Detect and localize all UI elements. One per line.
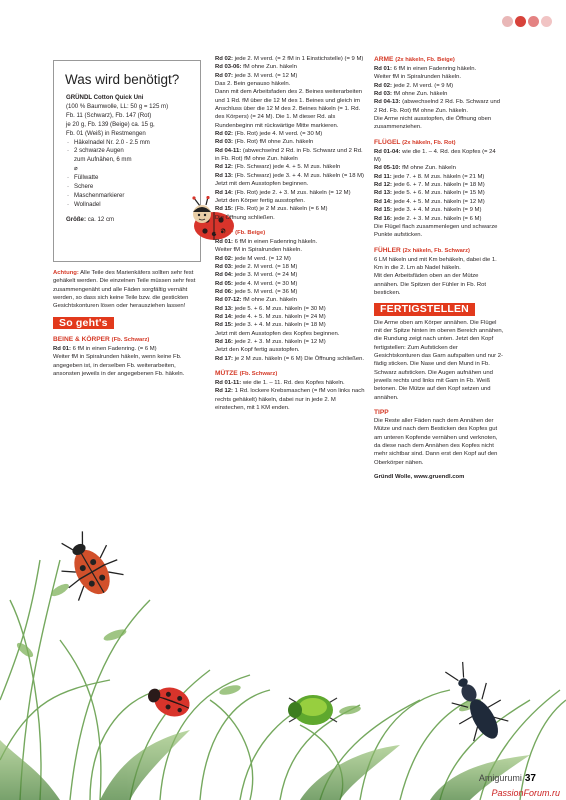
round-text: (abwechselnd 2 Rd. Fb. Schwarz und 2 Rd. Fb. Rot) fM ohne Zun. häkeln.: [374, 99, 501, 114]
round-label: Rd 12:: [215, 388, 234, 395]
materials-title: Was wird benötigt?: [65, 72, 180, 87]
round-text: je 2 M zus. häkeln (= 6 M) Die Öffnung schließen.: [234, 355, 365, 362]
heading-sub: (2x häkeln, Fb. Beige): [395, 57, 455, 63]
round-line: [215, 172, 365, 180]
green-beetle-illustration: [288, 695, 337, 725]
round-label: Rd 15:: [215, 206, 234, 213]
heading-sub: (Fb. Beige): [235, 229, 266, 236]
round-label: Rd 03:: [215, 139, 234, 146]
round-line: [215, 387, 365, 412]
round-line: [215, 338, 365, 346]
round-label: Rd 05:: [215, 280, 234, 287]
round-line: [215, 321, 365, 329]
round-label: Rd 14:: [215, 189, 234, 196]
page-footer: [479, 773, 536, 784]
round-label: Rd 01:: [53, 346, 72, 353]
round-label: Rd 02:: [215, 131, 234, 138]
round-text: 6 fM in einen Fadenring häkeln.: [234, 238, 318, 245]
round-label: Rd 16:: [374, 215, 393, 222]
size-label: Größe:: [66, 215, 86, 223]
round-text: jede 6. + 7. M zus. häkeln (= 18 M): [393, 182, 485, 189]
round-line: [215, 355, 365, 363]
round-label: Rd 13:: [215, 172, 234, 179]
round-line: [374, 181, 504, 189]
magazine-name: Amigurumi: [478, 773, 522, 783]
round-line: [374, 90, 504, 98]
round-label: Rd 03:: [215, 263, 234, 270]
heading-sub: (Fb. Schwarz): [111, 337, 150, 344]
round-line: [53, 345, 199, 353]
round-line: [215, 130, 365, 138]
round-text: jede 2. M verd. (= 2 fM in 1 Einstichstelle) (= 9 M): [234, 56, 364, 62]
round-text: jede 5. + 6. M zus. häkeln (= 30 M): [234, 305, 326, 312]
heading-sub: (Fb. Schwarz): [239, 371, 278, 378]
round-line: [215, 138, 365, 146]
round-text: jede 5. M verd. (= 36 M): [234, 288, 298, 295]
round-line: [215, 379, 365, 387]
tool-item: · Füllwatte: [66, 174, 201, 183]
heading-text: FÜHLER: [374, 246, 401, 254]
warning-label: Achtung:: [53, 270, 79, 276]
paragraph: Die Arme nicht ausstopfen, die Öffnung oben zusammenziehen.: [374, 116, 492, 131]
round-text: (Fb. Rot) jede 2. + 3. M zus. häkeln (= 12 M): [234, 189, 351, 196]
paragraph: Jetzt mit dem Ausstopfen beginnen.: [215, 181, 309, 188]
round-line: [374, 82, 504, 90]
round-line: [374, 198, 504, 206]
round-label: Rd 02:: [215, 56, 234, 62]
round-line: [374, 189, 504, 197]
round-text: 1 Rd. lockere Krebsmaschen (= fM von links nach rechts gehäkelt) häkeln, dabei nur in jede 2. M einstechen, mit 1 KM enden.: [215, 388, 365, 412]
round-label: Rd 05-10:: [374, 165, 401, 172]
tool-item: · Häkelnadel Nr. 2.0 - 2.5 mm: [66, 139, 201, 148]
heading-text: FLÜGEL: [374, 138, 401, 146]
round-text: jede 3. + 4. M zus. häkeln (= 18 M): [234, 322, 326, 329]
round-line: [374, 164, 504, 172]
round-text: jede 3. + 4. M zus. häkeln (= 9 M): [393, 207, 482, 214]
black-beetle-illustration: [433, 655, 516, 750]
round-text: jede 4. M verd. (= 30 M): [234, 280, 298, 287]
round-line: [374, 65, 504, 73]
round-label: Rd 15:: [374, 207, 393, 214]
round-text: jede 2. M verd. (= 9 M): [393, 82, 454, 89]
round-label: Rd 13:: [374, 190, 393, 197]
paragraph: Die Flügel flach zusammenlegen und schwarze Punkte aufsticken.: [374, 223, 498, 239]
tool-item: · Schere: [66, 183, 201, 192]
round-line: [215, 263, 365, 271]
round-text: (Fb. Rot) jede 4. M verd. (= 30 M): [234, 131, 323, 138]
round-label: Rd 04-13:: [374, 99, 401, 106]
yarn-line: Fb. 11 (Schwarz), Fb. 147 (Rot): [66, 111, 152, 119]
paragraph: Weiter fM in Spiralrunden häkeln.: [374, 74, 461, 81]
round-label: Rd 12:: [374, 182, 393, 189]
round-line: [215, 205, 365, 213]
round-text: jede 2. + 3. M zus. häkeln (= 12 M): [234, 339, 326, 345]
heading-text: KOPF: [215, 228, 234, 236]
round-line: [215, 296, 365, 304]
round-line: [215, 55, 365, 63]
round-line: [215, 305, 365, 313]
round-text: jede 4. + 5. M zus. häkeln (= 24 M): [234, 313, 326, 320]
paragraph: Die Öffnung schließen.: [215, 214, 275, 221]
round-text: jede 3. M verd. (= 24 M): [234, 272, 298, 279]
round-label: Rd 01-11:: [215, 380, 242, 387]
marker-dot: [541, 16, 552, 27]
round-line: [215, 72, 365, 80]
round-label: Rd 03:: [374, 91, 393, 98]
round-text: (Fb. Schwarz) jede 3. + 4. M zus. häkeln (= 18 M): [234, 172, 364, 179]
paragraph: Jetzt mit dem Ausstopfen des Kopfes beginnen.: [215, 330, 340, 337]
heading-text: ARME: [374, 56, 394, 63]
ladybug-meadow-illustration: [144, 680, 194, 721]
round-label: Rd 14:: [374, 198, 393, 205]
round-label: Rd 01:: [215, 238, 234, 245]
round-text: (abwechselnd 2 Rd. in Fb. Schwarz und 2 Rd. in Fb. Rot) fM ohne Zun. häkeln: [215, 147, 363, 163]
tool-item: · Wollnadel: [66, 201, 201, 210]
round-label: Rd 02:: [215, 255, 234, 262]
paragraph: 6 LM häkeln und mit Km behäkeln, dabei die 1. Km in die 2. Lm ab Nadel häkeln.: [374, 256, 497, 271]
paragraph: Weiter fM in Spiralrunden häkeln, wenn keine Fb. angegeben ist, in derselben Fb. weiterarbeiten, ansonsten jeweils in der angegebenen Fb. häkeln.: [53, 354, 185, 378]
round-text: jede 3. M verd. (= 12 M): [234, 72, 298, 79]
round-text: (Fb. Rot) je 2 M zus. häkeln (= 6 M): [234, 206, 328, 213]
round-text: jede 2. + 3. M zus. häkeln (= 6 M): [393, 215, 482, 222]
round-line: [374, 215, 504, 223]
marker-dot: [515, 16, 526, 27]
marker-dot: [528, 16, 539, 27]
round-text: jede 2. M verd. (= 18 M): [234, 263, 298, 270]
warning-text: Alle Teile des Marienkäfers sollten sehr fest gehäkelt werden. Die einzelnen Teile müssen sehr fest zusammengenäht und alle Fäden sorgfältig vernäht werden, so dass sich keine Teile bzw. die gestickten Gesichtskonturen lösen oder herausziehen lassen!: [53, 270, 196, 310]
round-label: Rd 04-11:: [215, 147, 242, 154]
size-value: ca. 12 cm: [87, 215, 115, 223]
round-line: [215, 255, 365, 263]
round-line: [215, 63, 365, 71]
round-line: [215, 280, 365, 288]
heading-arms: [374, 55, 504, 65]
round-label: Rd 15:: [215, 322, 234, 329]
round-line: [374, 206, 504, 214]
round-text: (Fb. Schwarz) jede 4. + 5. M zus. häkeln: [234, 164, 341, 171]
round-label: Rd 02:: [374, 82, 393, 89]
paragraph: Die Reste aller Fäden nach dem Annähen der Mütze und nach dem Besticken des Kopfes gut am unteren Kopfende vernähen und verknoten, da diese nach dem Annähen des Kopfes nicht mehr sichtbar sind. Dann erst den Kopf auf den Oberkörper nähen.: [374, 418, 498, 466]
materials-box: [53, 60, 201, 262]
column-right: [374, 55, 504, 481]
paragraph: Die Arme oben am Körper annähen. Die Flügel mit der Spitze hinten im oberen Bereich annähen, die Rundung zeigt nach unten. Jetzt den Kopf fertigstellen: Zum Aufsticken der Gesichtskonturen das Garn aufspalten und nur 2-fädig sticken. Die Nase und den Mund in Fb. Schwarz aufsticken. Die Augen aufnähen und jeweils rechts und links mit Garn in Fb. Weiß betonen. Die Mütze auf den Kopf setzen und annähen.: [374, 319, 504, 401]
heading-antennae: [374, 246, 504, 256]
round-text: fM ohne Zun. häkeln: [243, 64, 297, 71]
round-text: jede 7. + 8. M zus. häkeln (= 21 M): [393, 173, 485, 180]
round-label: Rd 01:: [374, 66, 393, 72]
round-text: fM ohne Zun. häkeln: [393, 91, 448, 98]
section-heading-finishing: FERTIGSTELLEN: [374, 303, 475, 315]
round-text: (Fb. Rot) fM ohne Zun. häkeln: [234, 139, 314, 146]
yarn-line: (100 % Baumwolle, LL: 50 g = 125 m): [66, 102, 169, 110]
round-line: [215, 271, 365, 279]
yarn-name: GRÜNDL Cotton Quick Uni: [66, 94, 144, 101]
round-text: fM ohne Zun. häkeln: [243, 297, 297, 304]
round-label: Rd 03-06:: [215, 64, 242, 71]
round-line: [215, 313, 365, 321]
paragraph: Jetzt den Kopf fertig ausstopfen.: [215, 347, 300, 354]
round-label: Rd 14:: [215, 313, 234, 320]
round-label: Rd 12:: [215, 164, 234, 171]
round-label: Rd 06:: [215, 288, 234, 295]
round-label: Rd 07-12:: [215, 297, 242, 304]
heading-wings: [374, 138, 504, 148]
round-text: wie die 1. – 4. Rd. des Kopfes (= 24 M): [374, 148, 496, 164]
page-number: 37: [524, 773, 536, 784]
heading-tip: TIPP: [374, 409, 389, 417]
round-label: Rd 04:: [215, 272, 234, 279]
paragraph: Das 2. Bein genauso häkeln.: [215, 81, 291, 88]
round-line: [374, 98, 504, 115]
round-label: Rd 01-04:: [374, 148, 401, 155]
paragraph: Dann mit dem Arbeitsfaden des 2. Beines weiterarbeiten und 1 Rd. fM über die 12 M des 1. Beines und gleich im Anschluss über die 12 M des 2. Beines häkeln (= 1. Rd. des Körpers) (= 24 M). Die 1. M dieser Rd. als Rundenbeginn mit rückwärtige Mitte markieren.: [215, 89, 363, 129]
round-label: Rd 11:: [374, 173, 392, 180]
round-text: fM ohne Zun. häkeln: [402, 165, 456, 172]
warning-paragraph: [53, 269, 199, 311]
round-line: [215, 238, 365, 246]
round-label: Rd 07:: [215, 72, 234, 79]
column-middle: [215, 55, 365, 412]
marker-dot: [502, 16, 513, 27]
round-text: 6 fM in einen Fadenring häkeln.: [393, 66, 477, 72]
heading-text: BEINE & KÖRPER: [53, 336, 110, 344]
yarn-line: je 20 g, Fb. 139 (Beige) ca. 15 g,: [66, 120, 155, 128]
column-left: [53, 269, 199, 378]
round-line: [374, 173, 504, 181]
round-line: [215, 288, 365, 296]
paragraph: Mit den Arbeitsfäden oben an der Mütze annähen. Die Spitzen der Fühler in Fb. Rot besticken.: [374, 273, 486, 296]
round-label: Rd 17:: [215, 355, 234, 362]
heading-sub: (2x häkeln, Fb. Schwarz): [402, 247, 470, 254]
heading-legs-body: [53, 335, 199, 345]
yarn-line: Fb. 01 (Weiß) in Restmengen: [66, 129, 146, 137]
round-label: Rd 16:: [215, 339, 234, 345]
round-line: [215, 163, 365, 171]
heading-text: MÜTZE: [215, 370, 238, 378]
paragraph: Weiter fM in Spiralrunden häkeln.: [215, 247, 302, 254]
tool-item: · Maschenmarkierer: [66, 192, 201, 201]
page-marker-dots: [502, 16, 552, 27]
credit-line: Gründl Wolle, www.gruendl.com: [374, 474, 465, 481]
tool-item: · 2 schwarze Augen zum Aufnähen, 6 mm ⌀: [66, 147, 134, 174]
paragraph: Jetzt den Körper fertig ausstopfen.: [215, 197, 306, 204]
round-line: [215, 147, 365, 164]
round-line: [374, 148, 504, 165]
heading-hat: [215, 369, 365, 379]
round-text: 6 fM in einen Fadenring. (= 6 M): [72, 346, 157, 353]
round-text: jede 4. + 5. M zus. häkeln (= 12 M): [393, 198, 485, 205]
round-line: [215, 189, 365, 197]
round-text: jede M verd. (= 12 M): [234, 255, 291, 262]
section-heading-instructions: So geht's: [53, 317, 114, 329]
watermark: PassionForum.ru: [491, 788, 560, 798]
heading-sub: (2x häkeln, Fb. Rot): [402, 139, 456, 146]
round-label: Rd 13:: [215, 305, 234, 312]
round-text: jede 5. + 6. M zus. häkeln (= 15 M): [393, 190, 485, 197]
round-text: wie die 1. – 11. Rd. des Kopfes häkeln.: [242, 380, 345, 387]
heading-head: [215, 228, 365, 238]
